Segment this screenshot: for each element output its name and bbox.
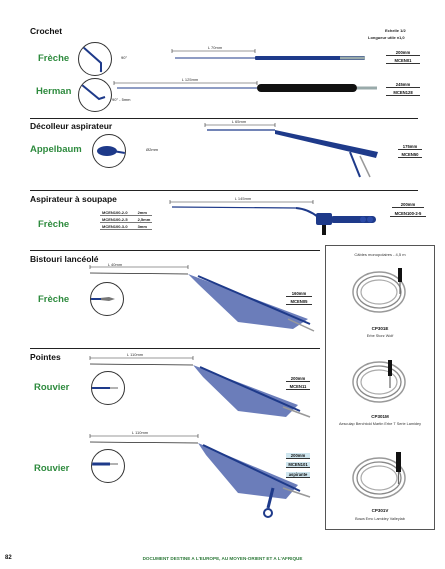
crochet-freche-angle: 90° — [121, 55, 128, 60]
variant-ref: MCEN100-2-0 — [102, 209, 128, 215]
decolleur-appelbaum-instrument — [200, 122, 380, 184]
scale-note: Echelle 1/2 — [385, 28, 406, 33]
crochet-freche-size: 200mm — [386, 50, 420, 56]
bistouri-freche-ref: MCEN05 — [286, 299, 312, 305]
page-number: 82 — [5, 555, 12, 561]
pointes-rouvier-2-name: Rouvier — [34, 463, 70, 474]
section-title-crochet: Crochet — [30, 26, 63, 36]
pointes-rouvier-1-instrument — [88, 355, 318, 427]
section-title-decolleur: Décolleur aspirateur — [30, 121, 113, 131]
variant-ref: MCEN100-3-0 — [102, 223, 128, 229]
cable-1-image — [346, 260, 416, 320]
section-title-bistouri: Bistouri lancéolé — [30, 254, 99, 264]
variant-dim: 2,5mm — [130, 216, 153, 223]
decolleur-appelbaum-name: Appelbaum — [30, 144, 82, 155]
crochet-freche-length: L 70mm — [207, 45, 223, 50]
bistouri-freche-size: 160mm — [286, 291, 312, 297]
cable-3-code: CP301V — [371, 508, 389, 513]
section-divider — [30, 190, 418, 191]
pointes-rouvier-2-extra: aspirante — [286, 472, 310, 478]
cable-1-code: CP301E — [371, 326, 389, 331]
pointes-rouvier-1-name: Rouvier — [34, 382, 70, 393]
pointes-rouvier-1-size: 200mm — [286, 376, 310, 382]
pointes-rouvier-1-ref: MCEN11 — [286, 384, 310, 390]
cable-3-image — [346, 444, 416, 506]
cables-panel — [325, 245, 435, 530]
decolleur-appelbaum-size: 175mm — [398, 144, 422, 150]
decolleur-appelbaum-detail: Ø2mm — [146, 147, 158, 152]
table-row — [100, 223, 152, 230]
crochet-freche-instrument — [170, 48, 370, 68]
crochet-herman-angle: 90° - 5mm — [112, 97, 131, 102]
decolleur-appelbaum-length: L 65mm — [231, 119, 247, 124]
bistouri-freche-instrument — [88, 264, 318, 339]
crochet-herman-detail-image — [78, 78, 112, 112]
decolleur-appelbaum-detail-image — [92, 134, 126, 168]
aspirateur-freche-name: Frèche — [38, 219, 70, 230]
crochet-herman-name: Herman — [36, 86, 72, 97]
bistouri-freche-length: L 40mm — [107, 262, 123, 267]
variant-dim: 2mm — [130, 209, 153, 216]
cable-1-desc: Erbe Storz Wolf — [366, 334, 394, 338]
crochet-herman-ref: MCEN128 — [386, 90, 420, 96]
cable-2-code: CP301M — [371, 414, 389, 419]
crochet-freche-detail-image — [78, 42, 112, 76]
crochet-freche-ref: MCEN01 — [386, 58, 420, 64]
bistouri-freche-name: Frèche — [38, 294, 70, 305]
section-title-aspirateur: Aspirateur à soupape — [30, 194, 117, 204]
pointes-rouvier-2-size: 200mm — [286, 453, 310, 459]
variant-dim: 3mm — [130, 223, 153, 230]
crochet-herman-size: 245mm — [386, 82, 420, 88]
table-row — [100, 216, 152, 223]
aspirateur-freche-length: L 145mm — [234, 196, 252, 201]
pointes-rouvier-1-length: L 110mm — [126, 352, 144, 357]
aspirateur-variants-table — [100, 209, 152, 230]
crochet-freche-name: Frèche — [38, 53, 70, 64]
cable-3-desc: Bowa Emc Lamidey Valleylab — [355, 517, 405, 521]
crochet-herman-length: L 125mm — [181, 77, 199, 82]
pointes-rouvier-2-instrument — [88, 433, 318, 528]
aspirateur-freche-instrument — [168, 199, 388, 239]
variant-ref: MCEN100-2-5 — [102, 216, 128, 222]
footer-note: DOCUMENT DESTINE A L'EUROPE, AU MOYEN-ORIENT ET A L'AFRIQUE — [142, 556, 303, 561]
cable-2-desc: Aesculap Berchtold Martin Erbe T Serie Lamidey — [339, 422, 421, 426]
pointes-rouvier-2-length: L 110mm — [131, 430, 149, 435]
decolleur-appelbaum-ref: MCEN50 — [398, 152, 422, 158]
aspirateur-freche-ref: MCEN100-2-5 — [390, 211, 426, 217]
pointes-rouvier-2-ref: MCEN101 — [286, 462, 310, 468]
section-title-pointes: Pointes — [30, 352, 61, 362]
cables-title: Câbles monopolaires - 4,5 m — [354, 252, 406, 257]
crochet-herman-instrument — [112, 80, 382, 100]
aspirateur-freche-size: 200mm — [392, 202, 424, 208]
cable-2-image — [346, 350, 416, 410]
usable-length-note: Longueur utile ±1,0 — [368, 35, 405, 40]
section-divider — [30, 348, 320, 349]
section-divider — [30, 250, 320, 251]
